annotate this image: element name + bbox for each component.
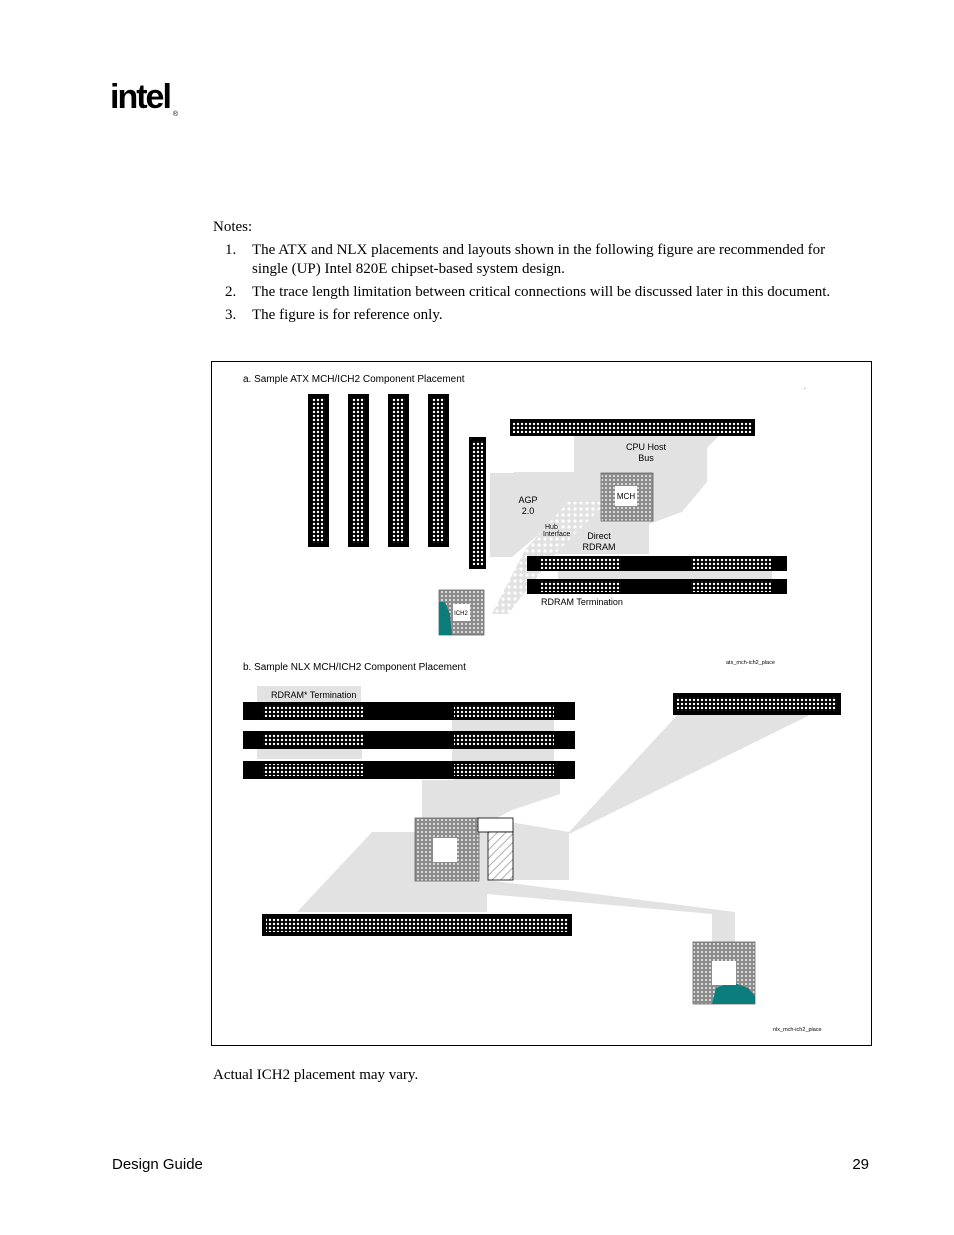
notes-title: Notes: [213, 219, 253, 235]
note-text: The ATX and NLX placements and layouts shown in the following figure are recommended for single (UP) Intel 820E chipset-based system design. [252, 242, 826, 277]
atx-file-id: atx_mch-ich2_place [726, 660, 775, 666]
atx-pci-slot-pins [312, 398, 325, 543]
atx-rdram-slot-pins [691, 581, 771, 592]
nlx-agp-connector-pins [266, 918, 568, 932]
atx-pci-slot-pins [392, 398, 405, 543]
nlx-hatched-region [488, 832, 513, 880]
atx-rdram-slot-pins [691, 558, 771, 569]
nlx-rdram-slot-pins [263, 734, 363, 746]
mch-label: MCH [616, 492, 636, 501]
nlx-rdram-slot-pins [454, 705, 554, 717]
note-item [213, 306, 853, 325]
atx-cpu-connector-pins [513, 422, 752, 433]
placement-figure [211, 361, 872, 1046]
cpu-host-bus-label-2: Bus [638, 453, 654, 463]
nlx-rdram-slot-pins [454, 734, 554, 746]
note-number: 2. [225, 284, 237, 300]
nlx-outline-box [478, 818, 513, 832]
note-item [213, 241, 853, 279]
atx-agp-slot-pins [472, 441, 483, 565]
nlx-rdram-slot-pins [263, 764, 363, 776]
direct-rdram-label-1: Direct [587, 531, 611, 541]
note-number: 3. [225, 307, 237, 323]
hub-interface-label-2: Interface [543, 531, 571, 538]
nlx-rdram-termination-label: RDRAM* Termination [271, 690, 357, 700]
agp-label-2: 2.0 [521, 506, 535, 516]
footer-doc-title: Design Guide [112, 1156, 203, 1173]
agp-label-1: AGP [518, 495, 538, 505]
nlx-rdram-slot-pins [454, 764, 554, 776]
stray-dot: . [804, 385, 806, 391]
nlx-cpu-connector-pins [677, 697, 837, 711]
note-item [213, 283, 853, 302]
atx-pci-slot-pins [352, 398, 365, 543]
placement-note: Actual ICH2 placement may vary. [213, 1067, 419, 1083]
page-number: 29 [852, 1156, 869, 1173]
rdram-termination-label: RDRAM Termination [541, 597, 623, 607]
note-number: 1. [225, 242, 237, 258]
nlx-file-id: nlx_mch-ich2_place [773, 1027, 822, 1033]
note-text: The figure is for reference only. [252, 307, 443, 323]
cpu-host-bus-label-1: CPU Host [625, 442, 667, 452]
nlx-ich2-die [712, 961, 736, 985]
note-text: The trace length limitation between critical connections will be discussed later in this document. [252, 284, 831, 300]
atx-rdram-slot-pins [541, 558, 621, 569]
nlx-title: b. Sample NLX MCH/ICH2 Component Placement [243, 662, 466, 673]
ich2-label: ICH2 [454, 611, 468, 617]
atx-rdram-slot-pins [541, 581, 621, 592]
nlx-rdram-slot-pins [263, 705, 363, 717]
notes-section [213, 218, 853, 329]
placement-diagram [212, 362, 873, 1047]
intel-logo: intel $_®$ [110, 78, 179, 118]
nlx-mch-die [433, 838, 457, 862]
hub-interface-label-1: Hub [545, 524, 558, 531]
atx-title: a. Sample ATX MCH/ICH2 Component Placement [243, 374, 465, 385]
direct-rdram-label-2: RDRAM [582, 542, 616, 552]
atx-pci-slot-pins [432, 398, 445, 543]
